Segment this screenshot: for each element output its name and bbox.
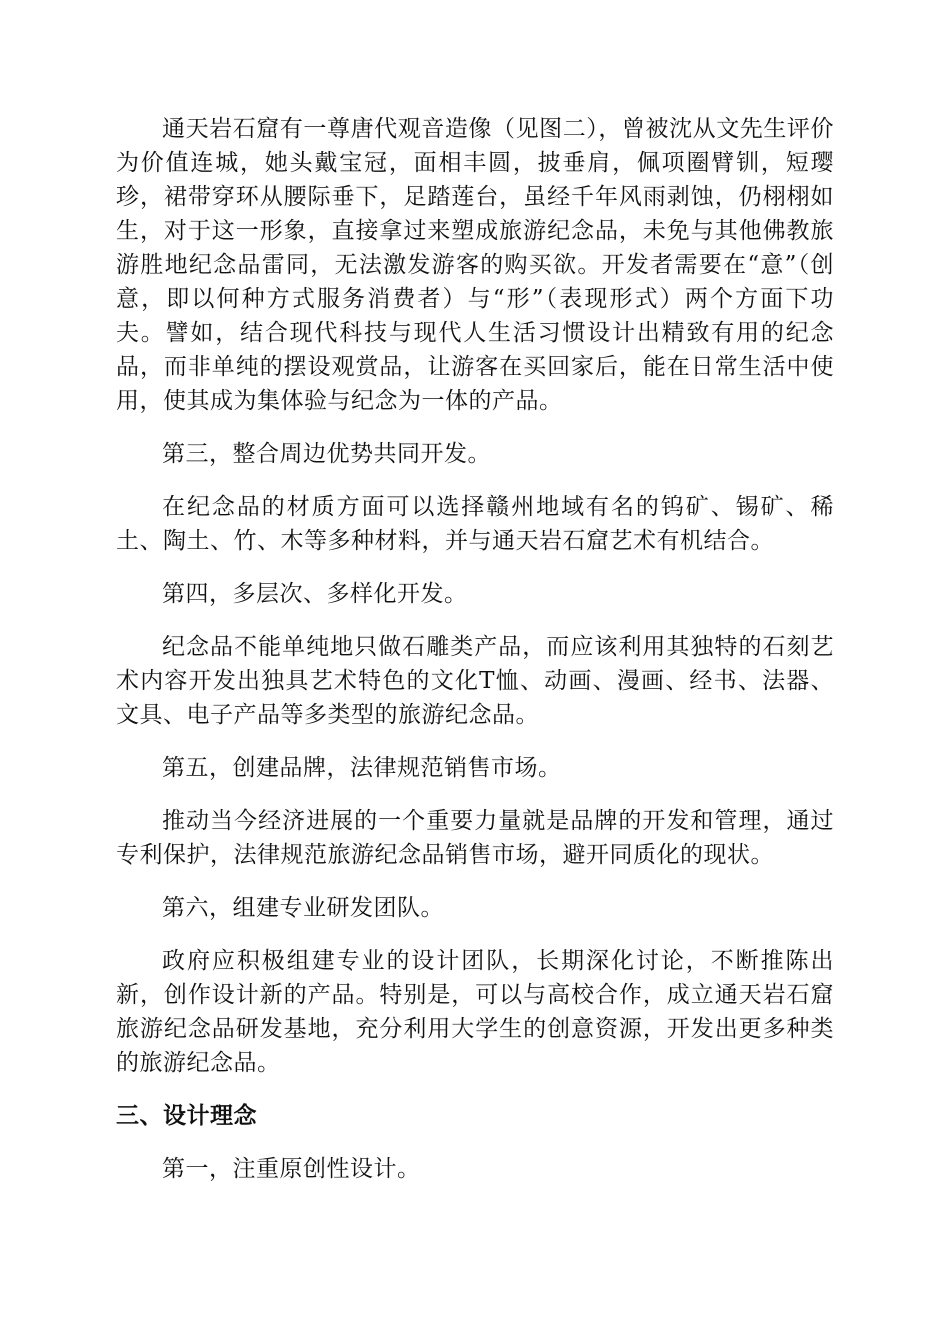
paragraph-diversified-development: 纪念品不能单纯地只做石雕类产品，而应该利用其独特的石刻艺术内容开发出独具艺术特色的文化T恤、动画、漫画、经书、法器、文具、电子产品等多类型的旅游纪念品。 (116, 634, 834, 728)
paragraph-research-team: 政府应积极组建专业的设计团队，长期深化讨论，不断推陈出新，创作设计新的产品。特别是，可以与高校合作，成立通天岩石窟旅游纪念品研发基地，充分利用大学生的创意资源，开发出更多种类的旅游纪念品。 (116, 948, 834, 1076)
point-six-heading: 第六，组建专业研发团队。 (162, 895, 444, 921)
paragraph-materials: 在纪念品的材质方面可以选择赣州地域有名的钨矿、锡矿、稀土、陶土、竹、木等多种材料，并与通天岩石窟艺术有机结合。 (116, 494, 834, 554)
point-four-heading: 第四，多层次、多样化开发。 (162, 581, 468, 607)
paragraph-brand: 推动当今经济进展的一个重要力量就是品牌的开发和管理，通过专利保护，法律规范旅游纪念品销售市场，避开同质化的现状。 (116, 808, 834, 868)
point-five-heading: 第五，创建品牌，法律规范销售市场。 (162, 755, 562, 781)
document-body (116, 112, 834, 1186)
paragraph-guanyin-statue: 通天岩石窟有一尊唐代观音造像（见图二），曾被沈从文先生评价为价值连城，她头戴宝冠，面相丰圆，披垂肩，佩项圈臂钏，短璎珍，裙带穿环从腰际垂下，足踏莲台，虽经千年风雨剥蚀，仍栩栩如生，对于这一形象，直接拿过来塑成旅游纪念品，未免与其他佛教旅游胜地纪念品雷同，无法激发游客的购买欲。开发者需要在“意”（创意，即以何种方式服务消费者）与“形”（表现形式）两个方面下功夫。譬如，结合现代科技与现代人生活习惯设计出精致有用的纪念品，而非单纯的摆设观赏品，让游客在买回家后，能在日常生活中使用，使其成为集体验与纪念为一体的产品。 (116, 116, 834, 414)
point-one-heading: 第一，注重原创性设计。 (162, 1156, 421, 1182)
point-three-heading: 第三，整合周边优势共同开发。 (162, 441, 491, 467)
section-heading-design-concept: 三、设计理念 (116, 1103, 257, 1129)
